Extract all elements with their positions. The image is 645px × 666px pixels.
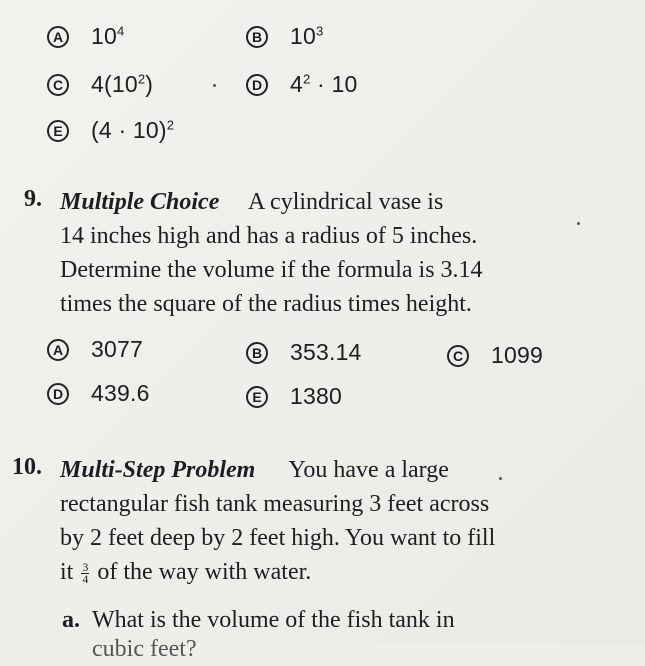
q8-option-b[interactable] (246, 23, 323, 50)
q10-part-a-cutoff: cubic feet? (92, 636, 197, 662)
choice-circle-d: D (246, 74, 268, 96)
fraction-three-quarters: $\frac{3}{4}$ (82, 559, 89, 586)
paper-speck (499, 477, 502, 480)
q8-option-a[interactable] (47, 23, 124, 50)
q9-option-d[interactable] (47, 380, 150, 407)
choice-circle-d: D (47, 383, 69, 405)
q10-number: 10. (12, 454, 42, 480)
q8-option-c[interactable] (47, 71, 153, 98)
choice-circle-b: B (246, 342, 268, 364)
q9-option-a-value: 3077 (91, 336, 143, 362)
q9-option-c-value: 1099 (491, 342, 543, 368)
q10-line-3: by 2 feet deep by 2 feet high. You want to fill (60, 525, 496, 551)
q10-title: Multi-Step Problem (60, 457, 256, 483)
q9-title: Multiple Choice (60, 189, 220, 215)
q8-option-d[interactable] (246, 71, 357, 98)
q10-line-4: it $\frac{3}{4}$ of the way with water. (60, 559, 312, 586)
q10-part-a-label: a. (62, 607, 80, 633)
q9-number: 9. (24, 186, 42, 212)
choice-circle-e: E (47, 120, 69, 142)
choice-circle-c: C (447, 345, 469, 367)
q9-option-e[interactable] (246, 383, 342, 410)
q8-option-d-value: $4^2 \cdot 10$ (290, 71, 358, 97)
q8-option-e[interactable] (47, 117, 174, 144)
q8-option-c-value: $4(10^2)$ (91, 71, 154, 97)
q10-line-2: rectangular fish tank measuring 3 feet across (60, 491, 490, 517)
q8-option-a-value: $10^4$ (91, 23, 125, 49)
choice-circle-b: B (246, 26, 268, 48)
q9-option-a[interactable] (47, 336, 143, 363)
choice-circle-a: A (47, 26, 69, 48)
q9-line-2: 14 inches high and has a radius of 5 inches. (60, 223, 478, 249)
choice-circle-a: A (47, 339, 69, 361)
q9-option-d-value: 439.6 (91, 380, 150, 406)
q10-part-a-text: What is the volume of the fish tank in (92, 607, 455, 633)
q9-option-e-value: 1380 (290, 383, 342, 409)
q9-line-1: Multiple Choice A cylindrical vase is (60, 189, 444, 215)
q8-option-b-value: $10^3$ (290, 23, 324, 49)
q9-option-b[interactable] (246, 339, 362, 366)
paper-speck (577, 222, 580, 225)
q9-line-3: Determine the volume if the formula is 3.14 (60, 257, 483, 283)
q9-option-c[interactable] (447, 342, 543, 369)
choice-circle-c: C (47, 74, 69, 96)
q9-line-4: times the square of the radius times height. (60, 291, 472, 317)
q10-line-1: Multi-Step Problem You have a large (60, 457, 449, 483)
q8-option-e-value: $(4 \cdot 10)^2$ (91, 117, 175, 143)
q9-option-b-value: 353.14 (290, 339, 362, 365)
choice-circle-e: E (246, 386, 268, 408)
paper-speck (213, 84, 216, 87)
